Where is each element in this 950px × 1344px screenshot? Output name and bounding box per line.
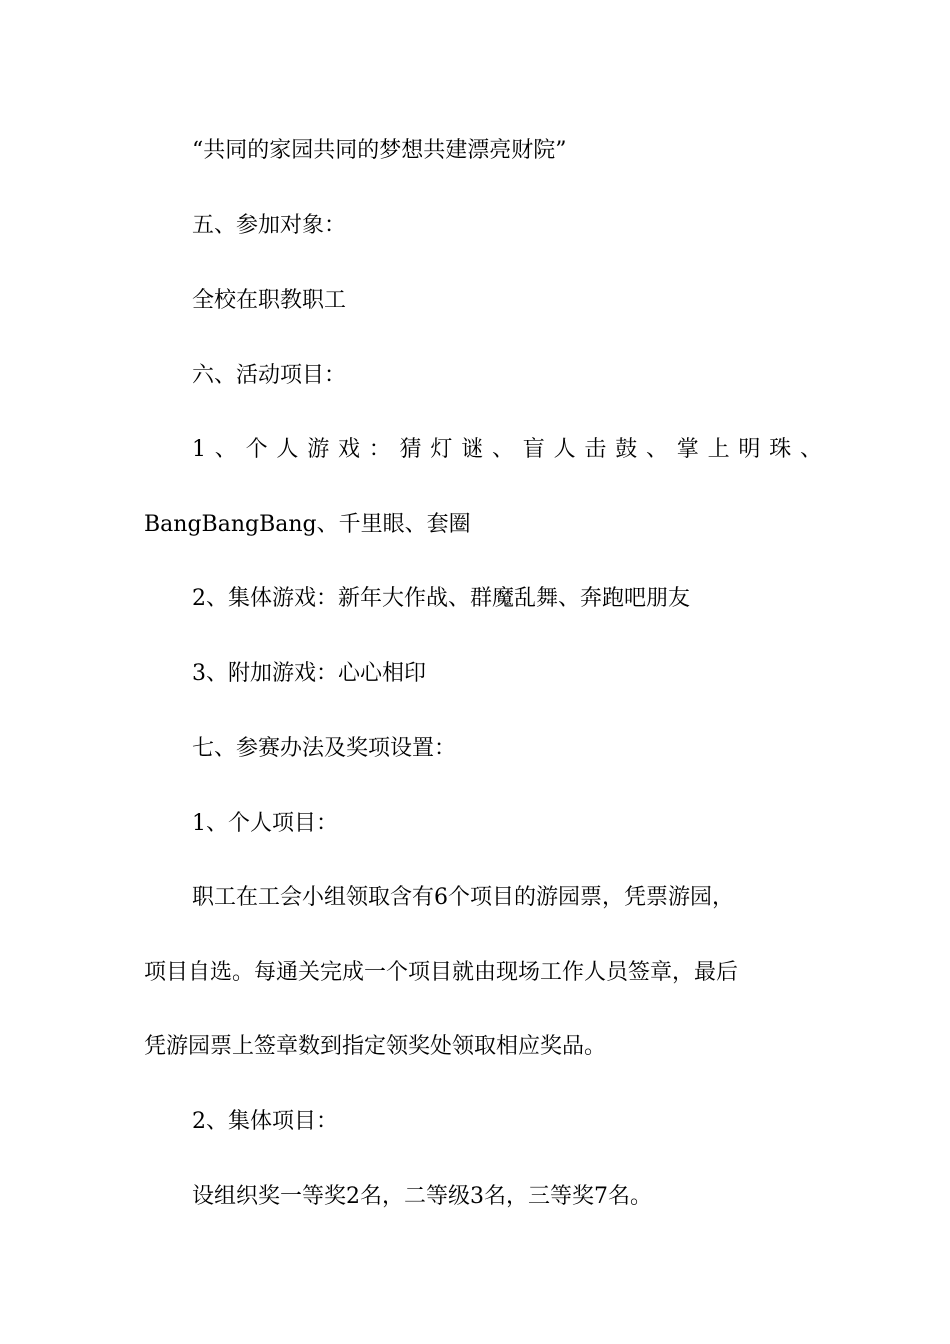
slogan-line: “共同的家园共同的梦想共建漂亮财院” — [192, 138, 567, 163]
individual-games-line-2: BangBangBang、千里眼、套圈 — [144, 512, 471, 537]
extra-games-line: 3、附加游戏：心心相印 — [192, 661, 426, 686]
participants-text: 全校在职教职工 — [192, 288, 347, 313]
individual-rule-line-2: 项目自选。每通关完成一个项目就由现场工作人员签章，最后 — [144, 960, 739, 985]
individual-games-line-1: 1、个人游戏：猜灯谜、盲人击鼓、掌上明珠、 — [192, 437, 822, 462]
group-games-line: 2、集体游戏：新年大作战、群魔乱舞、奔跑吧朋友 — [192, 586, 690, 611]
section-heading-activities: 六、活动项目： — [192, 363, 347, 388]
subheading-individual: 1、个人项目： — [192, 811, 338, 836]
individual-rule-line-3: 凭游园票上签章数到指定领奖处领取相应奖品。 — [144, 1034, 607, 1059]
section-heading-participants: 五、参加对象： — [192, 213, 347, 238]
subheading-group: 2、集体项目： — [192, 1109, 338, 1134]
section-heading-rules-awards: 七、参赛办法及奖项设置： — [192, 736, 457, 761]
group-awards-line: 设组织奖一等奖2名，二等级3名，三等奖7名。 — [192, 1184, 652, 1209]
individual-rule-line-1: 职工在工会小组领取含有6个项目的游园票，凭票游园， — [192, 885, 734, 910]
